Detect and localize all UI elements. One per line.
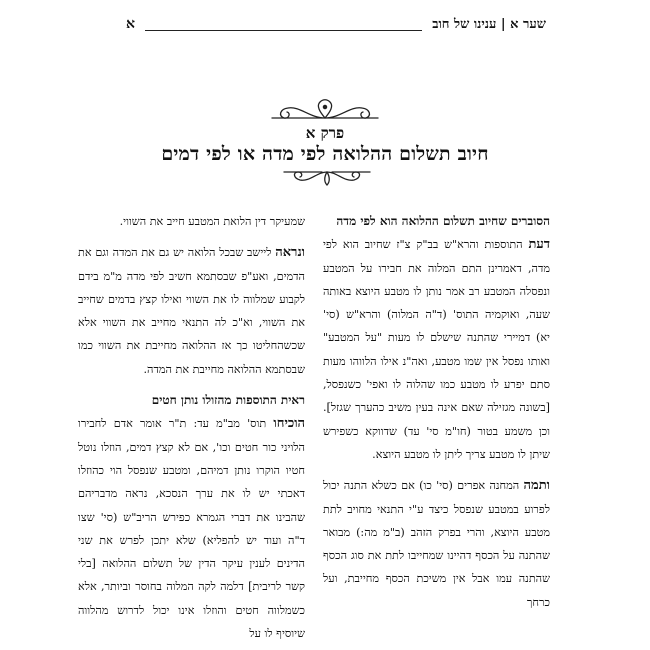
ornament-bottom-icon: [282, 168, 372, 188]
paragraph: [323, 474, 550, 614]
paragraph-text: שמעיקר דין הלואת המטבע חייב את השווי.: [119, 215, 305, 228]
section-heading-right: הסוברים שחיוב תשלום ההלואה הוא לפי מדה: [336, 214, 550, 228]
paragraph: [78, 241, 305, 381]
running-title: שער א | ענינו של חוב: [432, 17, 546, 32]
paragraph: [78, 412, 305, 645]
paragraph-lead-word: דעת: [528, 237, 550, 253]
paragraph-text: המחנה אפרים (סי' כו) אם כשלא התנה יכול לפרוע במטבע שנפסל כיצד ע"י התנאי מחויב לתת מטבע היוצא, והרי בפרק הזהב (ב"מ מה:) מבואר שהתנה על הכסף דהיינו שמחייבו לתת את סוג הכסף שהתנה עמו אבל אין משיכת הכסף מחייבת, ועל כרחך: [323, 479, 550, 609]
paragraph-text: התוספות והרא"ש בב"ק צ"ז שחיוב הוא לפי מדה, דאמרינן התם המלוה את חבירו על המטבע ונפסלה המטבע רב אמר נותן לו מטבע היוצא באותה שעה, ואוקמיה התוס' (ד"ה המלוה) והרא"ש (סי' יא) דמיירי שהתנה שישלם לו מעות "על המטבע" ואותו נפסל אין שמו מטבע, ואה"נ אילו הלווהו מעות סתם יפרע לו מטבע כמו שהלוה לו ואפי' כשנפסל, [בשונה מגזילה שאם אינה בעין משיב כהערך שגזל]. וכן משמע בטור (חו"מ סי' עד) שדווקא כשפירש שיתן לו מטבע צריך ליתן לו מטבע היוצא.: [323, 238, 550, 461]
page-number: א: [126, 15, 135, 32]
right-column: [323, 210, 550, 614]
paragraph-gap: [78, 233, 305, 241]
paragraph: [323, 233, 550, 466]
ornament-top-icon: [270, 98, 380, 124]
paragraph: [78, 210, 305, 233]
left-column: [78, 210, 305, 645]
chapter-label: פרק א: [305, 124, 345, 142]
chapter-title: חיוב תשלום ההלואה לפי מדה או לפי דמים: [161, 143, 489, 165]
paragraph-lead-word: הוכיחו: [273, 416, 306, 432]
header-rule: [145, 30, 422, 31]
section-heading-left: ראית התוספות מהזולו נותן חטים: [151, 393, 305, 408]
page-header: [126, 12, 546, 36]
paragraph-text: תוס' מב"מ עד: ת"ר אומר אדם לחבירו הלויני כור חטים וכו', אם לא קצץ דמים, הוזלו נוטל חטיו הוקרו נותן דמיהם, ומטבע שנפסל הוי כהוזלו דאכתי יש לו את ערך הנסכא, נראה מדבריהם שהבינו את דברי הגמרא כפירש הריב"ש (סי' שצו ד"ה ועוד יש להפליא) שלא יתכן לפרש את שני הדינים לענין עיקר הדין של תשלום ההלואה [בלי קשר לריבית] דלמה לקה המלוה בחוסר וביותר, אלא כשמלווה חטים והוזלו אינו יכול לדרוש מהלווה שיוסיף לו על: [78, 417, 305, 641]
paragraph-lead-word: ונראה: [275, 245, 305, 261]
paragraph-gap: [323, 466, 550, 474]
paragraph-gap: [78, 381, 305, 389]
paragraph-lead-word: ותמה: [523, 478, 550, 494]
paragraph-text: ליישב שבכל הלואה יש גם את המדה וגם את הדמים, ואע"פ שבסתמא חשיב לפי מדה מ"מ בידם לקבוע שמלווה לו את השווי ואילו קצץ בדמים שחייב את השווי, וא"כ לה התנאי מחייב את השווי אלא שכשהחליטו כך אז ההלואה מחייבת את השווי כמו שבסתמא ההלואה מחייבת את המדה.: [78, 246, 305, 376]
